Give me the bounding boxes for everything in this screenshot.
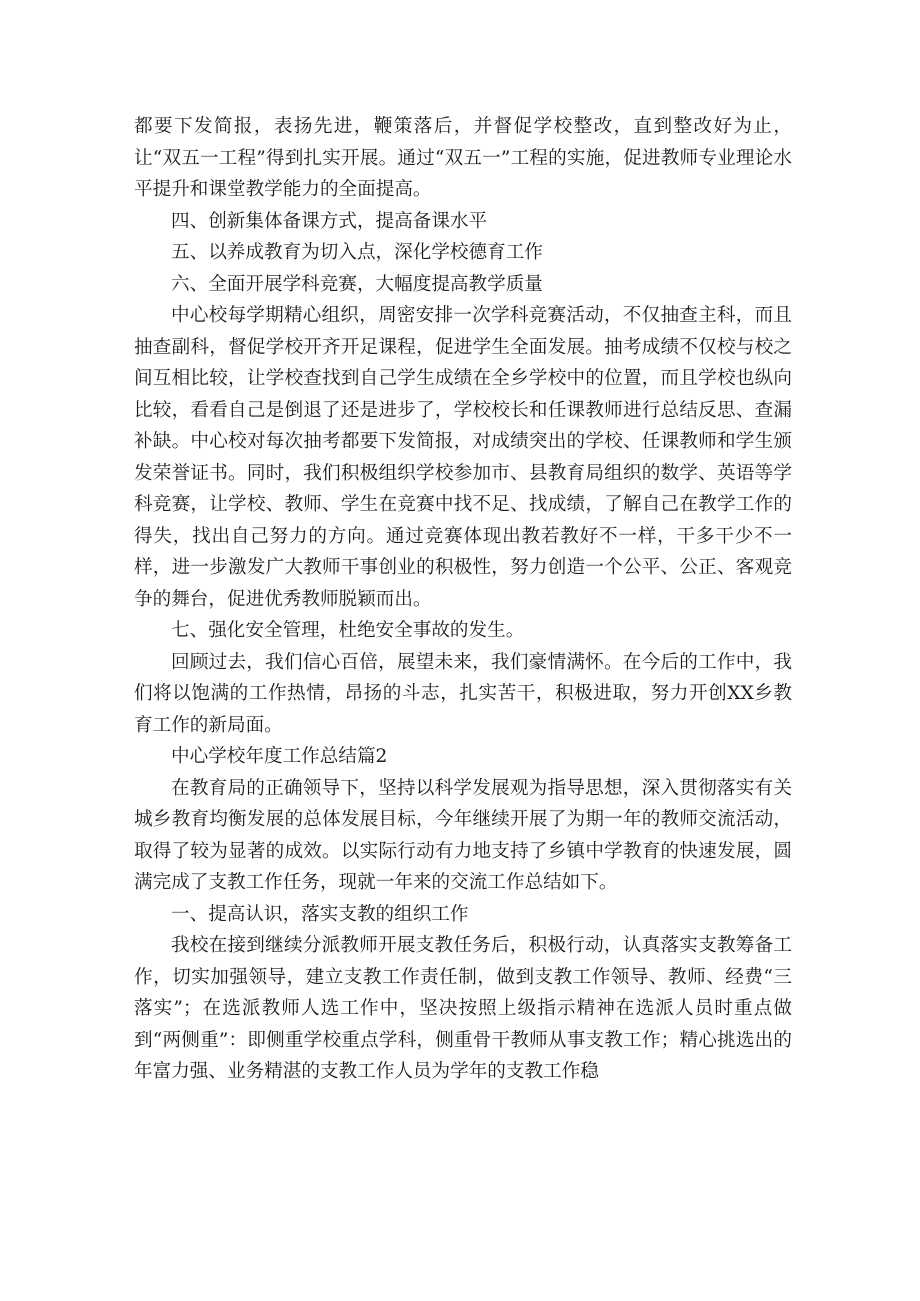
paragraph-intro-2: 在教育局的正确领导下，坚持以科学发展观为指导思想，深入贯彻落实有关城乡教育均衡发展的总体发展目标，今年继续开展了为期一年的教师交流活动，取得了较为显著的成效。以实际行动有力地支持了乡镇中学教育的快速发展，圆满完成了支教工作任务，现就一年来的交流工作总结如下。 <box>134 777 792 893</box>
paragraph-continuation: 都要下发简报，表扬先进，鞭策落后，并督促学校整改，直到整改好为止，让“双五一工程”得到扎实开展。通过“双五一”工程的实施，促进教师专业理论水平提升和课堂教学能力的全面提高。 <box>134 116 792 200</box>
paragraph-competition: 中心校每学期精心组织，周密安排一次学科竞赛活动，不仅抽查主科，而且抽查副科，督促学校开齐开足课程，促进学生全面发展。抽考成绩不仅校与校之间互相比较，让学校查找到自己学生成绩在全乡学校中的位置，而且学校也纵向比较，看看自己是倒退了还是进步了，学校校长和任课教师进行总结反思、查漏补缺。中心校对每次抽考都要下发简报，对成绩突出的学校、任课教师和学生颁发荣誉证书。同时，我们积极组织学校参加市、县教育局组织的数学、英语等学科竞赛，让学校、教师、学生在竞赛中找不足、找成绩，了解自己在教学工作的得失，找出自己努力的方向。通过竞赛体现出教若教好不一样，干多干少不一样，进一步激发广大教师干事创业的积极性，努力创造一个公平、公正、客观竞争的舞台，促进优秀教师脱颖而出。 <box>134 305 792 610</box>
section-heading-7: 七、强化安全管理，杜绝安全事故的发生。 <box>171 620 525 641</box>
paragraph-organization: 我校在接到继续分派教师开展支教任务后，积极行动，认真落实支教筹备工作，切实加强领导，建立支教工作责任制，做到支教工作领导、教师、经费“三落实”；在选派教师人选工作中，坚决按照上级指示精神在选派人员时重点做到“两侧重”：即侧重学校重点学科，侧重骨干教师从事支教工作；精心挑选出的年富力强、业务精湛的支教工作人员为学年的支教工作稳 <box>134 935 792 1082</box>
section-heading-5: 五、以养成教育为切入点，深化学校德育工作 <box>171 242 543 263</box>
section-heading-1: 一、提高认识，落实支教的组织工作 <box>171 903 469 925</box>
section-heading-6: 六、全面开展学科竞赛，大幅度提高教学质量 <box>171 273 543 295</box>
paragraph-conclusion: 回顾过去，我们信心百倍，展望未来，我们豪情满怀。在今后的工作中，我们将以饱满的工作热情，昂扬的斗志，扎实苦干，积极进取，努力开创XX乡教育工作的新局面。 <box>134 651 792 736</box>
section-heading-4: 四、创新集体备课方式，提高备课水平 <box>171 210 488 232</box>
document-body <box>134 111 792 1088</box>
article-title-2: 中心学校年度工作总结篇2 <box>171 746 388 767</box>
